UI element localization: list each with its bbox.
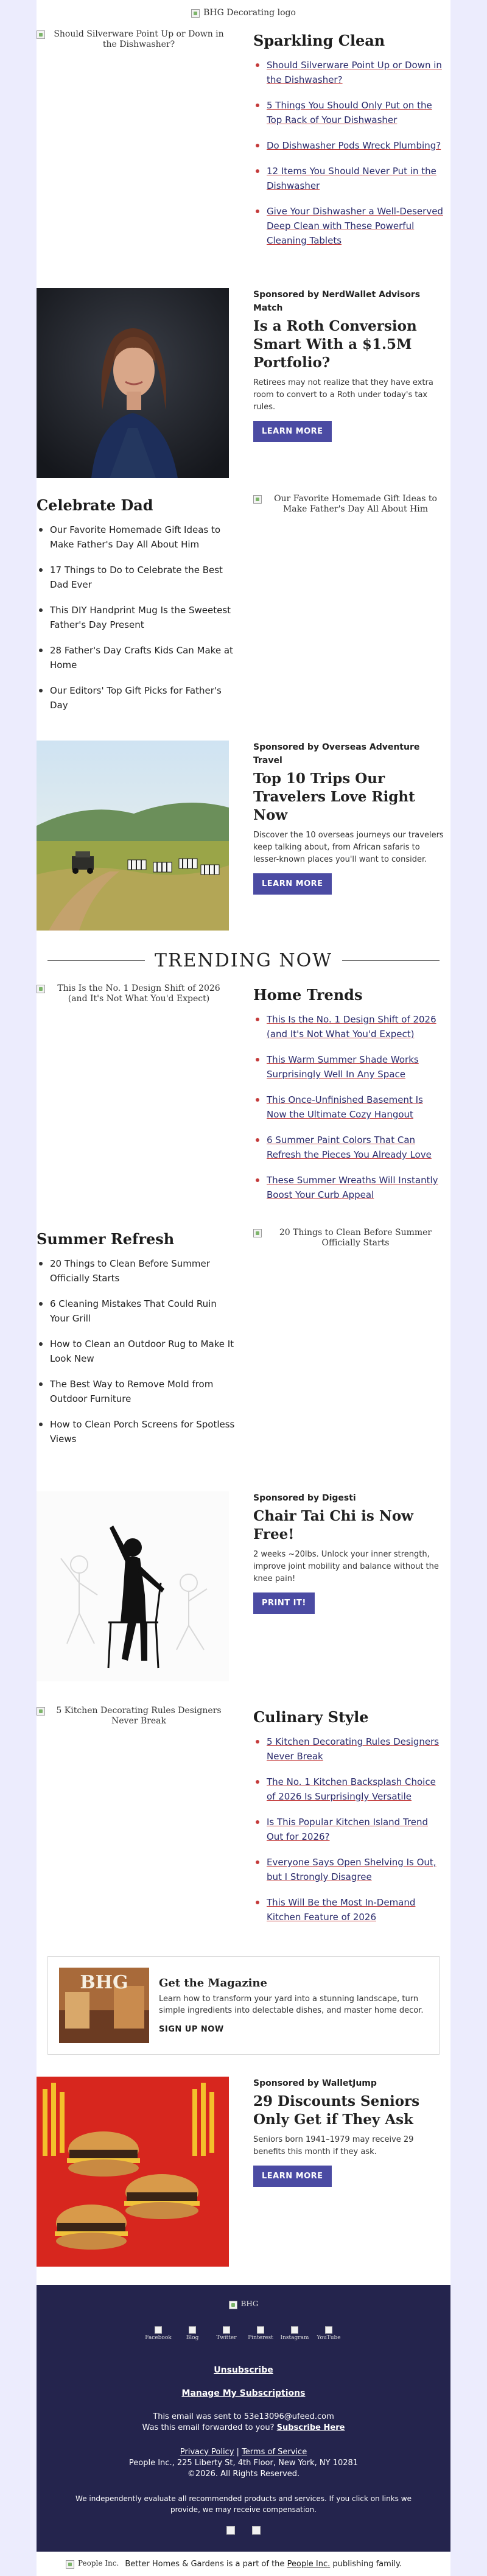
image-icon	[229, 2301, 237, 2309]
company-address: People Inc., 225 Liberty St, 4th Floor, New York, NY 10281	[128, 2458, 359, 2468]
publisher-bar: People Inc. Better Homes & Gardens is a part of the People Inc. publishing family.	[37, 2552, 450, 2576]
sponsor-label: Sponsored by Digesti	[253, 1493, 356, 1503]
sponsored-ad-oat	[37, 723, 450, 931]
safari-photo[interactable]	[37, 741, 229, 931]
ad-title[interactable]: 29 Discounts Seniors Only Get if They Ask	[253, 2093, 420, 2128]
copyright: ©2026. All Rights Reserved.	[187, 2469, 300, 2479]
image-icon	[191, 9, 200, 18]
ad-title[interactable]: Top 10 Trips Our Travelers Love Right Now	[253, 770, 415, 823]
sent-to-text: This email was sent to 53e13096@ufeed.com	[153, 2412, 334, 2421]
social-links	[61, 2326, 426, 2345]
article-link[interactable]: Give Your Dishwasher a Well-Deserved Deep Clean with These Powerful Cleaning Tablets	[253, 204, 446, 248]
article-link[interactable]: The No. 1 Kitchen Backsplash Choice of 2026 Is Surprisingly Versatile	[253, 1775, 446, 1804]
sponsor-label: Sponsored by Overseas Adventure Travel	[253, 742, 420, 765]
kitchen-decorating-image[interactable]: 5 Kitchen Decorating Rules Designers Never Break	[37, 1706, 229, 1726]
image-icon	[253, 495, 262, 504]
trending-title: TRENDING NOW	[154, 950, 333, 971]
article-link[interactable]: Our Favorite Homemade Gift Ideas to Make Father's Day All About Him	[37, 523, 236, 552]
article-link[interactable]: This DIY Handprint Mug Is the Sweetest Father's Day Present	[37, 603, 236, 632]
ad-title[interactable]: Is a Roth Conversion Smart With a $1.5M Portfolio?	[253, 318, 417, 371]
summer-refresh-section	[37, 1213, 450, 1457]
advisor-photo[interactable]	[37, 288, 229, 478]
section-title: Home Trends	[253, 986, 363, 1004]
article-link[interactable]: 12 Items You Should Never Put in the Dishwasher	[253, 164, 446, 193]
chair-tai-chi-illustration[interactable]	[37, 1491, 229, 1681]
article-link[interactable]: Our Editors' Top Gift Picks for Father's Day	[37, 683, 236, 713]
print-it-button[interactable]: PRINT IT!	[253, 1592, 315, 1614]
ad-description: 2 weeks ~20lbs. Unlock your inner strength, improve joint mobility and balance without the knee pain!	[253, 1550, 439, 1583]
culinary-style-section	[37, 1681, 450, 1935]
article-list	[253, 58, 446, 248]
sign-up-now-link[interactable]: SIGN UP NOW	[159, 2025, 224, 2034]
article-list	[37, 523, 236, 713]
footer-logo[interactable]: BHG	[229, 2300, 259, 2309]
image-icon	[37, 1707, 45, 1716]
magazine-cover[interactable]	[59, 1968, 149, 2043]
trending-now-heading	[37, 931, 450, 984]
article-link[interactable]: 6 Cleaning Mistakes That Could Ruin Your Grill	[37, 1297, 236, 1326]
learn-more-button[interactable]: LEARN MORE	[253, 421, 332, 442]
magazine-title: Get the Magazine	[159, 1977, 267, 1990]
magazine-promo	[47, 1956, 440, 2055]
article-link[interactable]: This Is the No. 1 Design Shift of 2026 (and It's Not What You'd Expect)	[253, 1012, 446, 1041]
image-icon[interactable]	[226, 2526, 235, 2535]
image-icon[interactable]	[252, 2526, 261, 2535]
article-link[interactable]: Do Dishwasher Pods Wreck Plumbing?	[253, 138, 446, 153]
instagram-icon[interactable]: Instagram	[284, 2326, 306, 2345]
image-icon	[66, 2560, 74, 2569]
sponsored-ad-walletjump	[37, 2055, 450, 2267]
article-link[interactable]: 20 Things to Clean Before Summer Officially Starts	[37, 1256, 236, 1286]
subscribe-here-link[interactable]: Subscribe Here	[276, 2423, 345, 2432]
sponsored-ad-nerdwallet	[37, 259, 450, 478]
people-inc-link[interactable]: People Inc.	[287, 2559, 331, 2569]
article-link[interactable]: 17 Things to Do to Celebrate the Best Dad Ever	[37, 563, 236, 592]
image-icon	[37, 985, 45, 993]
divider	[342, 960, 440, 961]
section-title: Celebrate Dad	[37, 496, 153, 514]
summer-cleaning-image[interactable]: 20 Things to Clean Before Summer Officially Starts	[253, 1228, 446, 1248]
divider	[47, 960, 145, 961]
sparkling-clean-image[interactable]: Should Silverware Point Up or Down in the Dishwasher?	[37, 29, 229, 50]
sparkling-clean-section	[37, 26, 450, 259]
article-link[interactable]: 5 Kitchen Decorating Rules Designers Never Break	[253, 1734, 446, 1764]
article-link[interactable]: Should Silverware Point Up or Down in the Dishwasher?	[253, 58, 446, 87]
learn-more-button[interactable]: LEARN MORE	[253, 2166, 332, 2187]
article-link[interactable]: These Summer Wreaths Will Instantly Boost Your Curb Appeal	[253, 1173, 446, 1202]
legal-links: Privacy Policy | Terms of Service	[180, 2448, 307, 2457]
article-list	[253, 1734, 446, 1924]
article-link[interactable]: How to Clean Porch Screens for Spotless Views	[37, 1417, 236, 1446]
ad-title[interactable]: Chair Tai Chi is Now Free!	[253, 1508, 413, 1543]
bhg-logo[interactable]: BHG Decorating logo	[191, 8, 296, 18]
home-trends-section	[37, 984, 450, 1213]
people-inc-logo[interactable]: People Inc.	[66, 2559, 119, 2569]
image-icon	[37, 30, 45, 39]
section-title: Culinary Style	[253, 1708, 369, 1726]
article-link[interactable]: This Warm Summer Shade Works Surprisingly Well In Any Space	[253, 1052, 446, 1082]
disclaimer: We independently evaluate all recommended products and services. If you click on links we provide, we may receive compensation.	[75, 2494, 412, 2514]
ad-description: Seniors born 1941–1979 may receive 29 benefits this month if they ask.	[253, 2135, 414, 2156]
youtube-icon[interactable]: YouTube	[318, 2326, 340, 2345]
ad-description: Discover the 10 overseas journeys our travelers keep talking about, from African safaris to lesser-known places you'll want to consider.	[253, 831, 444, 864]
article-list	[253, 1012, 446, 1202]
ad-description: Retirees may not realize that they have extra room to convert to a Roth under today's tax rules.	[253, 378, 433, 412]
article-link[interactable]: 5 Things You Should Only Put on the Top Rack of Your Dishwasher	[253, 98, 446, 127]
article-link[interactable]: 28 Father's Day Crafts Kids Can Make at Home	[37, 643, 236, 672]
pinterest-icon[interactable]: Pinterest	[250, 2326, 272, 2345]
unsubscribe-link[interactable]: Unsubscribe	[214, 2365, 273, 2375]
article-link[interactable]: The Best Way to Remove Mold from Outdoor Furniture	[37, 1377, 236, 1406]
article-link[interactable]: How to Clean an Outdoor Rug to Make It Look New	[37, 1337, 236, 1366]
article-link[interactable]: This Will Be the Most In-Demand Kitchen Feature of 2026	[253, 1895, 446, 1924]
article-link[interactable]: Is This Popular Kitchen Island Trend Out for 2026?	[253, 1815, 446, 1844]
learn-more-button[interactable]: LEARN MORE	[253, 873, 332, 895]
footer	[37, 2285, 450, 2552]
celebrate-dad-section	[37, 478, 450, 723]
sponsor-label: Sponsored by WalletJump	[253, 2078, 377, 2088]
sponsored-ad-digesti	[37, 1457, 450, 1681]
fast-food-photo[interactable]	[37, 2077, 229, 2267]
privacy-policy-link[interactable]: Privacy Policy	[180, 2448, 234, 2457]
section-title: Summer Refresh	[37, 1230, 175, 1248]
sponsor-label: Sponsored by NerdWallet Advisors Match	[253, 290, 421, 313]
section-title: Sparkling Clean	[253, 32, 385, 49]
cover-title: BHG	[80, 1972, 128, 1993]
blog-icon[interactable]: Blog	[181, 2326, 203, 2345]
article-list	[37, 1256, 236, 1446]
image-icon	[253, 1229, 262, 1237]
twitter-icon[interactable]: Twitter	[215, 2326, 237, 2345]
article-link[interactable]: Everyone Says Open Shelving Is Out, but I Strongly Disagree	[253, 1855, 446, 1884]
header	[37, 0, 450, 26]
home-trends-image[interactable]: This Is the No. 1 Design Shift of 2026 (and It's Not What You'd Expect)	[37, 984, 229, 1004]
manage-subscriptions-link[interactable]: Manage My Subscriptions	[181, 2388, 306, 2398]
article-link[interactable]: This Once-Unfinished Basement Is Now the Ultimate Cozy Hangout	[253, 1093, 446, 1122]
terms-of-service-link[interactable]: Terms of Service	[242, 2448, 307, 2457]
email-container	[37, 0, 450, 2576]
forwarded-text: Was this email forwarded to you? Subscribe Here	[142, 2423, 345, 2432]
magazine-description: Learn how to transform your yard into a stunning landscape, turn simple ingredients into delectable dishes, and master home decor.	[159, 1994, 424, 2015]
facebook-icon[interactable]: Facebook	[147, 2326, 169, 2345]
article-link[interactable]: 6 Summer Paint Colors That Can Refresh the Pieces You Already Love	[253, 1133, 446, 1162]
father-day-gift-image[interactable]: Our Favorite Homemade Gift Ideas to Make Father's Day All About Him	[253, 494, 446, 515]
